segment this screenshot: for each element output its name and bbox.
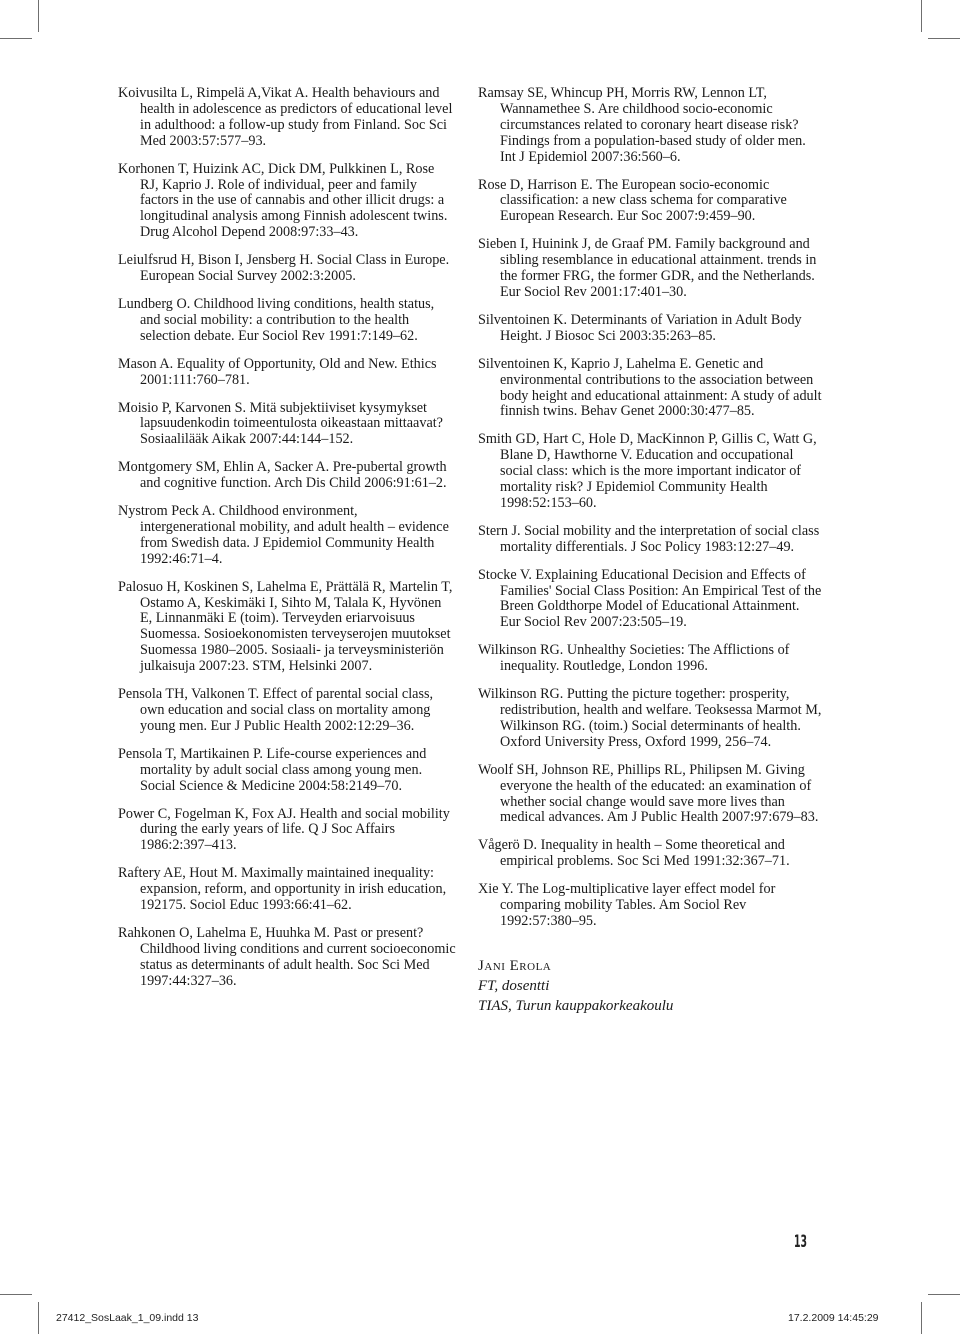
reference-entry: Nystrom Peck A. Childhood environment, intergenerational mobility, and adult health – evidence from Swedish data. J Epidemiol Community Health 1992:46:71–4. [118,503,449,567]
crop-mark [928,1294,960,1295]
reference-entry: Smith GD, Hart C, Hole D, MacKinnon P, Gillis C, Watt G, Blane D, Hawthorne V. Education and occupational social class: which is the more important indicator of mortality risk? J Epidemiol Community Health 1998:52:153–60. [478,431,817,511]
reference-entry: Silventoinen K. Determinants of Variation in Adult Body Height. J Biosoc Sci 2003:35:263–85. [478,311,802,344]
crop-mark [0,1294,32,1295]
indd-file-slug: 27412_SosLaak_1_09.indd 13 [56,1312,199,1324]
reference-entry: Ramsay SE, Whincup PH, Morris RW, Lennon LT, Wannamethee S. Are childhood socio-economic circumstances related to coronary heart disease risk? Findings from a population-based study of older men. Int J Epidemiol 2007:36:560–6. [478,85,806,165]
reference-entry: Koivusilta L, Rimpelä A,Vikat A. Health behaviours and health in adolescence as predictors of educational level in adulthood: a follow-up study from Finland. Soc Sci Med 2003:57:577–93. [118,85,453,149]
author-block [478,956,822,1016]
reference-entry: Pensola T, Martikainen P. Life-course experiences and mortality by adult social class among young men. Social Science & Medicine 2004:58:2149–70. [118,745,427,794]
reference-entry: Montgomery SM, Ehlin A, Sacker A. Pre-pubertal growth and cognitive function. Arch Dis Child 2006:91:61–2. [118,459,447,492]
reference-column-left [118,86,456,1002]
crop-mark [38,1302,39,1334]
author-name: Jani Erola [478,957,552,974]
reference-entry: Vågerö D. Inequality in health – Some theoretical and empirical problems. Soc Sci Med 1991:32:367–71. [478,837,790,870]
crop-mark [38,0,39,32]
crop-mark [921,0,922,32]
author-title: FT, dosentti [478,977,550,994]
print-timestamp: 17.2.2009 14:45:29 [788,1312,879,1324]
crop-mark [928,38,960,39]
reference-entry: Stocke V. Explaining Educational Decision and Effects of Families' Social Class Position: An Empirical Test of the Breen Goldthorpe Model of Educational Attainment. Eur Sociol Rev 2007:23:505–19. [478,566,822,631]
reference-entry: Pensola TH, Valkonen T. Effect of parental social class, own education and social class on mortality among young men. Eur J Public Health 2002:12:29–36. [118,686,434,734]
reference-entry: Korhonen T, Huizink AC, Dick DM, Pulkkinen L, Rose RJ, Kaprio J. Role of individual, peer and family factors in the use of cannabis and other illicit drugs: a longitudinal analysis among Finnish adolescent twins. Drug Alcohol Depend 2008:97:33–43. [118,160,448,241]
reference-entry: Lundberg O. Childhood living conditions, health status, and social mobility: a contribution to the health selection debate. Eur Sociol Rev 1991:7:149–62. [118,295,435,344]
reference-entry: Raftery AE, Hout M. Maximally maintained inequality: expansion, reform, and opportunity in irish education, 192175. Sociol Educ 1993:66:41–62. [118,865,447,914]
reference-entry: Silventoinen K, Kaprio J, Lahelma E. Genetic and environmental contributions to the association between body height and educational attainment: A study of adult finnish twins. Behav Genet 2000:30:477–85. [478,355,822,420]
reference-entry: Moisio P, Karvonen S. Mitä subjektiiviset kysymykset lapsuudenkodin toimeentulosta oikeastaan mittaavat? Sosiaalilääk Aikak 2007:44:144–152. [118,399,443,448]
reference-entry: Palosuo H, Koskinen S, Lahelma E, Prättälä R, Martelin T, Ostamo A, Keskimäki I, Sihto M, Talala K, Hyvönen E, Linnanmäki E (toim). Terveyden eriarvoisuus Suomessa. Sosioekonomisten terveyserojen muutokset Suomessa 1980–2005. Sosiaali- ja terveysministeriön julkaisuja 2007:23. STM, Helsinki 2007. [118,578,453,675]
reference-column-right [478,86,822,1016]
reference-entry: Xie Y. The Log-multiplicative layer effect model for comparing mobility Tables. Am Sociol Rev 1992:57:380–95. [478,881,776,929]
reference-entry: Rose D, Harrison E. The European socio-economic classification: a new class schema for comparative European Research. Eur Soc 2007:9:459–90. [478,176,787,225]
crop-mark [921,1302,922,1334]
crop-mark [0,38,32,39]
reference-entry: Wilkinson RG. Putting the picture together: prosperity, redistribution, health and welfare. Teoksessa Marmot M, Wilkinson RG. (toim.) Social determinants of health. Oxford University Press, Oxford 1999, 256–74. [478,686,822,750]
reference-entry: Mason A. Equality of Opportunity, Old and New. Ethics 2001:111:760–781. [118,355,437,388]
reference-entry: Stern J. Social mobility and the interpretation of social class mortality differentials. J Soc Policy 1983:12:27–49. [478,522,820,555]
reference-entry: Leiulfsrud H, Bison I, Jensberg H. Social Class in Europe. European Social Survey 2002:3:2005. [118,252,450,285]
author-affiliation: TIAS, Turun kauppakorkeakoulu [478,997,674,1014]
reference-entry: Woolf SH, Johnson RE, Phillips RL, Philipsen M. Giving everyone the health of the educated: an examination of whether social change would save more lives than medical advances. Am J Public Health 2007:97:679–83. [478,761,819,826]
reference-entry: Power C, Fogelman K, Fox AJ. Health and social mobility during the early years of life. Q J Soc Affairs 1986:2:397–413. [118,805,450,854]
page-number: 13 [794,1232,808,1252]
reference-entry: Wilkinson RG. Unhealthy Societies: The Afflictions of inequality. Routledge, London 1996. [478,642,790,675]
reference-entry: Sieben I, Huinink J, de Graaf PM. Family background and sibling resemblance in educational attainment. trends in the former FRG, the former GDR, and the Netherlands. Eur Sociol Rev 2001:17:401–30. [478,236,817,300]
reference-entry: Rahkonen O, Lahelma E, Huuhka M. Past or present? Childhood living conditions and current socioeconomic status as determinants of adult health. Soc Sci Med 1997:44:327–36. [118,924,456,989]
